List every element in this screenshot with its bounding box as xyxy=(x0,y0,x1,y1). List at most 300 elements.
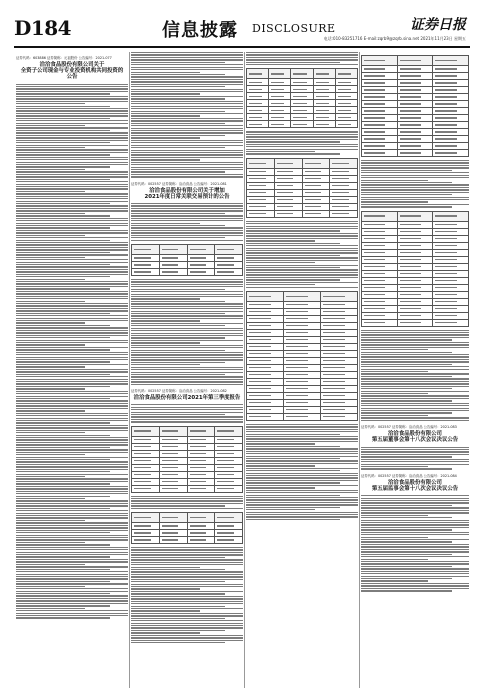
table-cell xyxy=(274,168,302,175)
text-line xyxy=(16,174,128,175)
text-line xyxy=(246,277,358,278)
table-cell xyxy=(215,450,243,457)
text-line xyxy=(16,215,110,216)
text-line xyxy=(16,296,128,297)
table-cell xyxy=(397,129,433,136)
text-line xyxy=(16,537,128,538)
table-cell xyxy=(397,235,433,242)
text-line xyxy=(246,516,358,517)
text-line xyxy=(16,422,110,423)
text-line xyxy=(131,101,243,102)
table-cell xyxy=(433,284,469,291)
table-cell xyxy=(215,457,243,464)
text-line xyxy=(16,483,110,484)
text-line xyxy=(16,554,128,555)
text-line xyxy=(16,459,110,460)
table-cell xyxy=(132,478,160,485)
text-line xyxy=(131,113,243,114)
text-line xyxy=(361,334,469,335)
text-line xyxy=(16,461,128,462)
text-line xyxy=(16,379,128,380)
text-line xyxy=(361,344,469,345)
text-line xyxy=(131,223,200,224)
column-1 xyxy=(16,52,128,688)
text-line xyxy=(16,254,128,255)
table-cell xyxy=(132,530,160,537)
text-line xyxy=(246,240,315,241)
text-line xyxy=(131,323,243,324)
text-line xyxy=(131,171,225,172)
text-line xyxy=(361,568,469,569)
text-line xyxy=(246,509,315,510)
text-line xyxy=(246,475,358,476)
text-line xyxy=(16,244,128,245)
table-cell xyxy=(247,350,284,357)
text-line xyxy=(131,554,243,555)
text-line xyxy=(131,564,243,565)
table-cell xyxy=(362,221,398,228)
table-cell xyxy=(284,336,321,343)
text-line xyxy=(16,86,128,87)
table-cell xyxy=(284,364,321,371)
table-cell xyxy=(302,203,330,210)
table-cell xyxy=(274,210,302,217)
text-line xyxy=(131,347,243,348)
text-line xyxy=(246,153,340,154)
text-line xyxy=(246,243,340,244)
text-line xyxy=(131,147,225,148)
text-line xyxy=(16,508,110,509)
table-cell xyxy=(397,270,433,277)
table-cell xyxy=(321,291,358,301)
text-line xyxy=(16,520,85,521)
text-line xyxy=(131,416,243,417)
table-cell xyxy=(247,86,269,93)
table-cell xyxy=(321,413,358,420)
notice-title: 公告 xyxy=(66,74,78,81)
text-line xyxy=(131,145,243,146)
text-line xyxy=(16,262,128,263)
text-line xyxy=(131,596,243,597)
table-cell xyxy=(215,513,243,523)
text-line xyxy=(131,210,243,211)
text-line xyxy=(131,98,225,99)
text-line xyxy=(361,507,469,508)
table-cell xyxy=(274,196,302,203)
table-cell xyxy=(187,464,215,471)
text-line xyxy=(16,544,110,545)
table-cell xyxy=(362,277,398,284)
text-line xyxy=(131,588,200,589)
text-line xyxy=(16,376,128,377)
text-line xyxy=(16,344,85,345)
text-line xyxy=(361,573,469,574)
table-cell xyxy=(330,189,358,196)
table-cell xyxy=(247,291,284,301)
table-cell xyxy=(159,537,187,544)
text-line xyxy=(16,613,128,614)
table-cell xyxy=(362,291,398,298)
table-cell xyxy=(433,115,469,122)
table-cell xyxy=(321,322,358,329)
table-cell xyxy=(187,471,215,478)
table-cell xyxy=(247,329,284,336)
table-cell xyxy=(321,406,358,413)
text-line xyxy=(16,476,85,477)
table-cell xyxy=(132,254,160,261)
text-line xyxy=(131,106,243,107)
table-cell xyxy=(321,364,358,371)
table-cell xyxy=(397,101,433,108)
text-line xyxy=(361,376,452,377)
text-line xyxy=(131,96,243,97)
text-line xyxy=(16,595,128,596)
text-line xyxy=(361,165,469,166)
table-cell xyxy=(215,268,243,275)
table-cell xyxy=(187,457,215,464)
text-line xyxy=(246,131,358,132)
table-cell xyxy=(302,168,330,175)
text-line xyxy=(16,532,110,533)
text-line xyxy=(361,352,452,353)
table-cell xyxy=(215,443,243,450)
text-line xyxy=(16,340,128,341)
text-line xyxy=(16,310,128,311)
text-line xyxy=(361,566,452,567)
text-line xyxy=(16,439,128,440)
text-line xyxy=(246,238,358,239)
text-line xyxy=(361,359,469,360)
text-line xyxy=(16,142,110,143)
table-cell xyxy=(215,537,243,544)
table-cell xyxy=(247,100,269,107)
text-line xyxy=(16,469,128,470)
text-line xyxy=(131,130,243,131)
text-line xyxy=(361,398,469,399)
text-line xyxy=(131,618,225,619)
text-line xyxy=(16,593,110,594)
text-line xyxy=(16,127,128,128)
text-line xyxy=(361,500,469,501)
text-line xyxy=(361,549,469,550)
data-table xyxy=(131,426,243,493)
text-line xyxy=(16,513,128,514)
text-line xyxy=(246,512,358,513)
text-line xyxy=(361,330,469,331)
text-line xyxy=(16,301,85,302)
text-line xyxy=(361,197,469,198)
text-line xyxy=(361,522,469,523)
text-line xyxy=(246,434,340,435)
text-line xyxy=(246,260,358,261)
text-line xyxy=(246,52,358,53)
text-line xyxy=(361,544,469,545)
table-cell xyxy=(397,291,433,298)
text-line xyxy=(361,417,469,418)
table-cell xyxy=(433,298,469,305)
table-cell xyxy=(397,305,433,312)
text-line xyxy=(16,201,128,202)
table-cell xyxy=(187,537,215,544)
table-cell xyxy=(284,291,321,301)
table-cell xyxy=(215,478,243,485)
table-cell xyxy=(269,93,291,100)
body-text xyxy=(131,203,243,241)
notice-title: 洽洽食品股份有限公司 xyxy=(388,431,442,438)
text-line xyxy=(361,354,469,355)
table-cell xyxy=(159,244,187,254)
table-cell xyxy=(397,143,433,150)
text-line xyxy=(361,371,428,372)
table-cell xyxy=(362,101,398,108)
text-line xyxy=(131,404,243,405)
text-line xyxy=(16,220,128,221)
text-line xyxy=(16,147,85,148)
table-cell xyxy=(397,211,433,221)
table-cell xyxy=(397,312,433,319)
table-cell xyxy=(397,108,433,115)
table-cell xyxy=(269,69,291,79)
text-line xyxy=(131,159,200,160)
text-line xyxy=(246,429,358,430)
table-cell xyxy=(433,80,469,87)
text-line xyxy=(131,586,243,587)
table-cell xyxy=(187,450,215,457)
text-line xyxy=(246,514,358,515)
text-line xyxy=(131,549,243,550)
text-line xyxy=(131,569,225,570)
table-cell xyxy=(397,122,433,129)
text-line xyxy=(246,446,340,447)
notice-title: 洽洽食品股份有限公司关于 xyxy=(39,62,105,68)
text-line xyxy=(131,367,243,368)
body-text xyxy=(246,424,358,520)
table-cell xyxy=(284,301,321,308)
text-line xyxy=(16,162,128,163)
text-line xyxy=(16,498,85,499)
table-cell xyxy=(187,443,215,450)
text-line xyxy=(246,149,358,150)
text-line xyxy=(361,201,428,202)
text-line xyxy=(131,325,225,326)
table-cell xyxy=(362,312,398,319)
text-line xyxy=(361,383,469,384)
text-line xyxy=(246,470,340,471)
text-line xyxy=(131,625,243,626)
text-line xyxy=(246,456,358,457)
text-line xyxy=(131,567,200,568)
text-line xyxy=(246,487,315,488)
table-cell xyxy=(159,268,187,275)
text-line xyxy=(246,490,358,491)
text-line xyxy=(16,271,128,272)
text-line xyxy=(131,606,225,607)
column-divider xyxy=(244,52,245,688)
text-line xyxy=(131,354,243,355)
text-line xyxy=(131,123,225,124)
text-line xyxy=(361,403,469,404)
table-cell xyxy=(362,56,398,66)
table-cell xyxy=(284,399,321,406)
table-cell xyxy=(397,319,433,326)
table-cell xyxy=(362,80,398,87)
table-cell xyxy=(247,175,275,182)
text-line xyxy=(246,282,358,283)
notice-title: 洽洽食品股份有限公司关于增加 xyxy=(149,187,225,194)
table-cell xyxy=(362,270,398,277)
table-cell xyxy=(313,86,335,93)
table-cell xyxy=(330,210,358,217)
text-line xyxy=(361,175,469,176)
text-line xyxy=(361,578,452,579)
text-line xyxy=(16,352,128,353)
text-line xyxy=(361,412,452,413)
text-line xyxy=(16,342,128,343)
table-cell xyxy=(321,301,358,308)
table-cell xyxy=(362,122,398,129)
text-line xyxy=(131,350,225,351)
text-line xyxy=(131,581,225,582)
table-cell xyxy=(397,66,433,73)
text-line xyxy=(16,393,128,394)
text-line xyxy=(16,383,128,384)
text-line xyxy=(16,444,128,445)
text-line xyxy=(361,206,452,207)
text-line xyxy=(16,227,110,228)
text-line xyxy=(131,79,243,80)
table-cell xyxy=(291,100,313,107)
section-title-en: DISCLOSURE xyxy=(252,22,336,35)
table-cell xyxy=(187,261,215,268)
text-line xyxy=(246,504,358,505)
text-line xyxy=(16,157,128,158)
table-cell xyxy=(291,93,313,100)
table-cell xyxy=(274,182,302,189)
table-cell xyxy=(397,87,433,94)
notice-codes: 证券代码：002557 证券简称：洽洽食品 公告编号：2021-083 xyxy=(361,425,457,430)
text-line xyxy=(361,177,469,178)
text-line xyxy=(16,413,128,414)
text-line xyxy=(16,381,128,382)
text-line xyxy=(16,318,128,319)
text-line xyxy=(16,347,128,348)
table-cell xyxy=(335,114,357,121)
table-cell xyxy=(433,73,469,80)
text-line xyxy=(361,388,452,389)
table-cell xyxy=(247,189,275,196)
text-line xyxy=(246,64,358,65)
text-line xyxy=(131,315,243,316)
text-line xyxy=(131,576,243,577)
text-line xyxy=(246,272,358,273)
table-cell xyxy=(433,277,469,284)
table-cell xyxy=(433,211,469,221)
text-line xyxy=(246,146,358,147)
text-line xyxy=(16,525,128,526)
text-line xyxy=(361,468,452,469)
masthead-contact: 电话:010-83251716 E-mail:zqrb9@zqrb.sina.net 2021年11月23日 星期五 xyxy=(323,36,466,41)
table-cell xyxy=(335,93,357,100)
table-cell xyxy=(362,129,398,136)
text-line xyxy=(16,361,110,362)
text-line xyxy=(16,118,110,119)
table-cell xyxy=(302,196,330,203)
text-line xyxy=(131,142,243,143)
text-line xyxy=(131,571,243,572)
table-cell xyxy=(313,114,335,121)
table-cell xyxy=(433,143,469,150)
text-line xyxy=(131,359,243,360)
text-line xyxy=(246,519,340,520)
text-line xyxy=(131,220,243,221)
text-line xyxy=(16,335,128,336)
text-line xyxy=(246,54,358,55)
text-line xyxy=(131,593,225,594)
table-cell xyxy=(397,277,433,284)
text-line xyxy=(16,369,128,370)
table-cell xyxy=(433,136,469,143)
text-line xyxy=(16,164,128,165)
text-line xyxy=(131,103,243,104)
table-cell xyxy=(274,189,302,196)
table-cell xyxy=(247,114,269,121)
table-cell xyxy=(330,168,358,175)
text-line xyxy=(16,279,85,280)
text-line xyxy=(131,610,200,611)
table-cell xyxy=(132,436,160,443)
table-cell xyxy=(269,79,291,86)
text-line xyxy=(16,218,128,219)
text-line xyxy=(361,580,428,581)
table-cell xyxy=(159,523,187,530)
text-line xyxy=(16,205,128,206)
text-line xyxy=(16,574,128,575)
text-line xyxy=(131,598,243,599)
notice-header xyxy=(361,473,469,492)
table-cell xyxy=(397,284,433,291)
text-line xyxy=(131,72,200,73)
table-cell xyxy=(433,228,469,235)
text-line xyxy=(16,403,128,404)
text-line xyxy=(246,448,358,449)
text-line xyxy=(131,313,225,314)
table-cell xyxy=(362,235,398,242)
text-line xyxy=(16,510,128,511)
table-cell xyxy=(284,308,321,315)
table-cell xyxy=(321,392,358,399)
text-line xyxy=(16,566,128,567)
text-line xyxy=(16,415,128,416)
table-cell xyxy=(291,107,313,114)
table-cell xyxy=(187,523,215,530)
text-line xyxy=(16,247,128,248)
text-line xyxy=(246,62,340,63)
text-line xyxy=(361,502,469,503)
text-line xyxy=(246,492,358,493)
text-line xyxy=(16,203,110,204)
notice-codes: 证券代码：002557 证券简称：洽洽食品 公告编号：2021-084 xyxy=(361,473,457,478)
table-cell xyxy=(284,392,321,399)
text-line xyxy=(131,601,243,602)
text-line xyxy=(131,632,200,633)
text-line xyxy=(131,337,225,338)
text-line xyxy=(16,542,85,543)
table-cell xyxy=(397,150,433,157)
text-line xyxy=(131,86,225,87)
text-line xyxy=(131,642,225,643)
text-line xyxy=(131,557,225,558)
text-line xyxy=(361,466,428,467)
